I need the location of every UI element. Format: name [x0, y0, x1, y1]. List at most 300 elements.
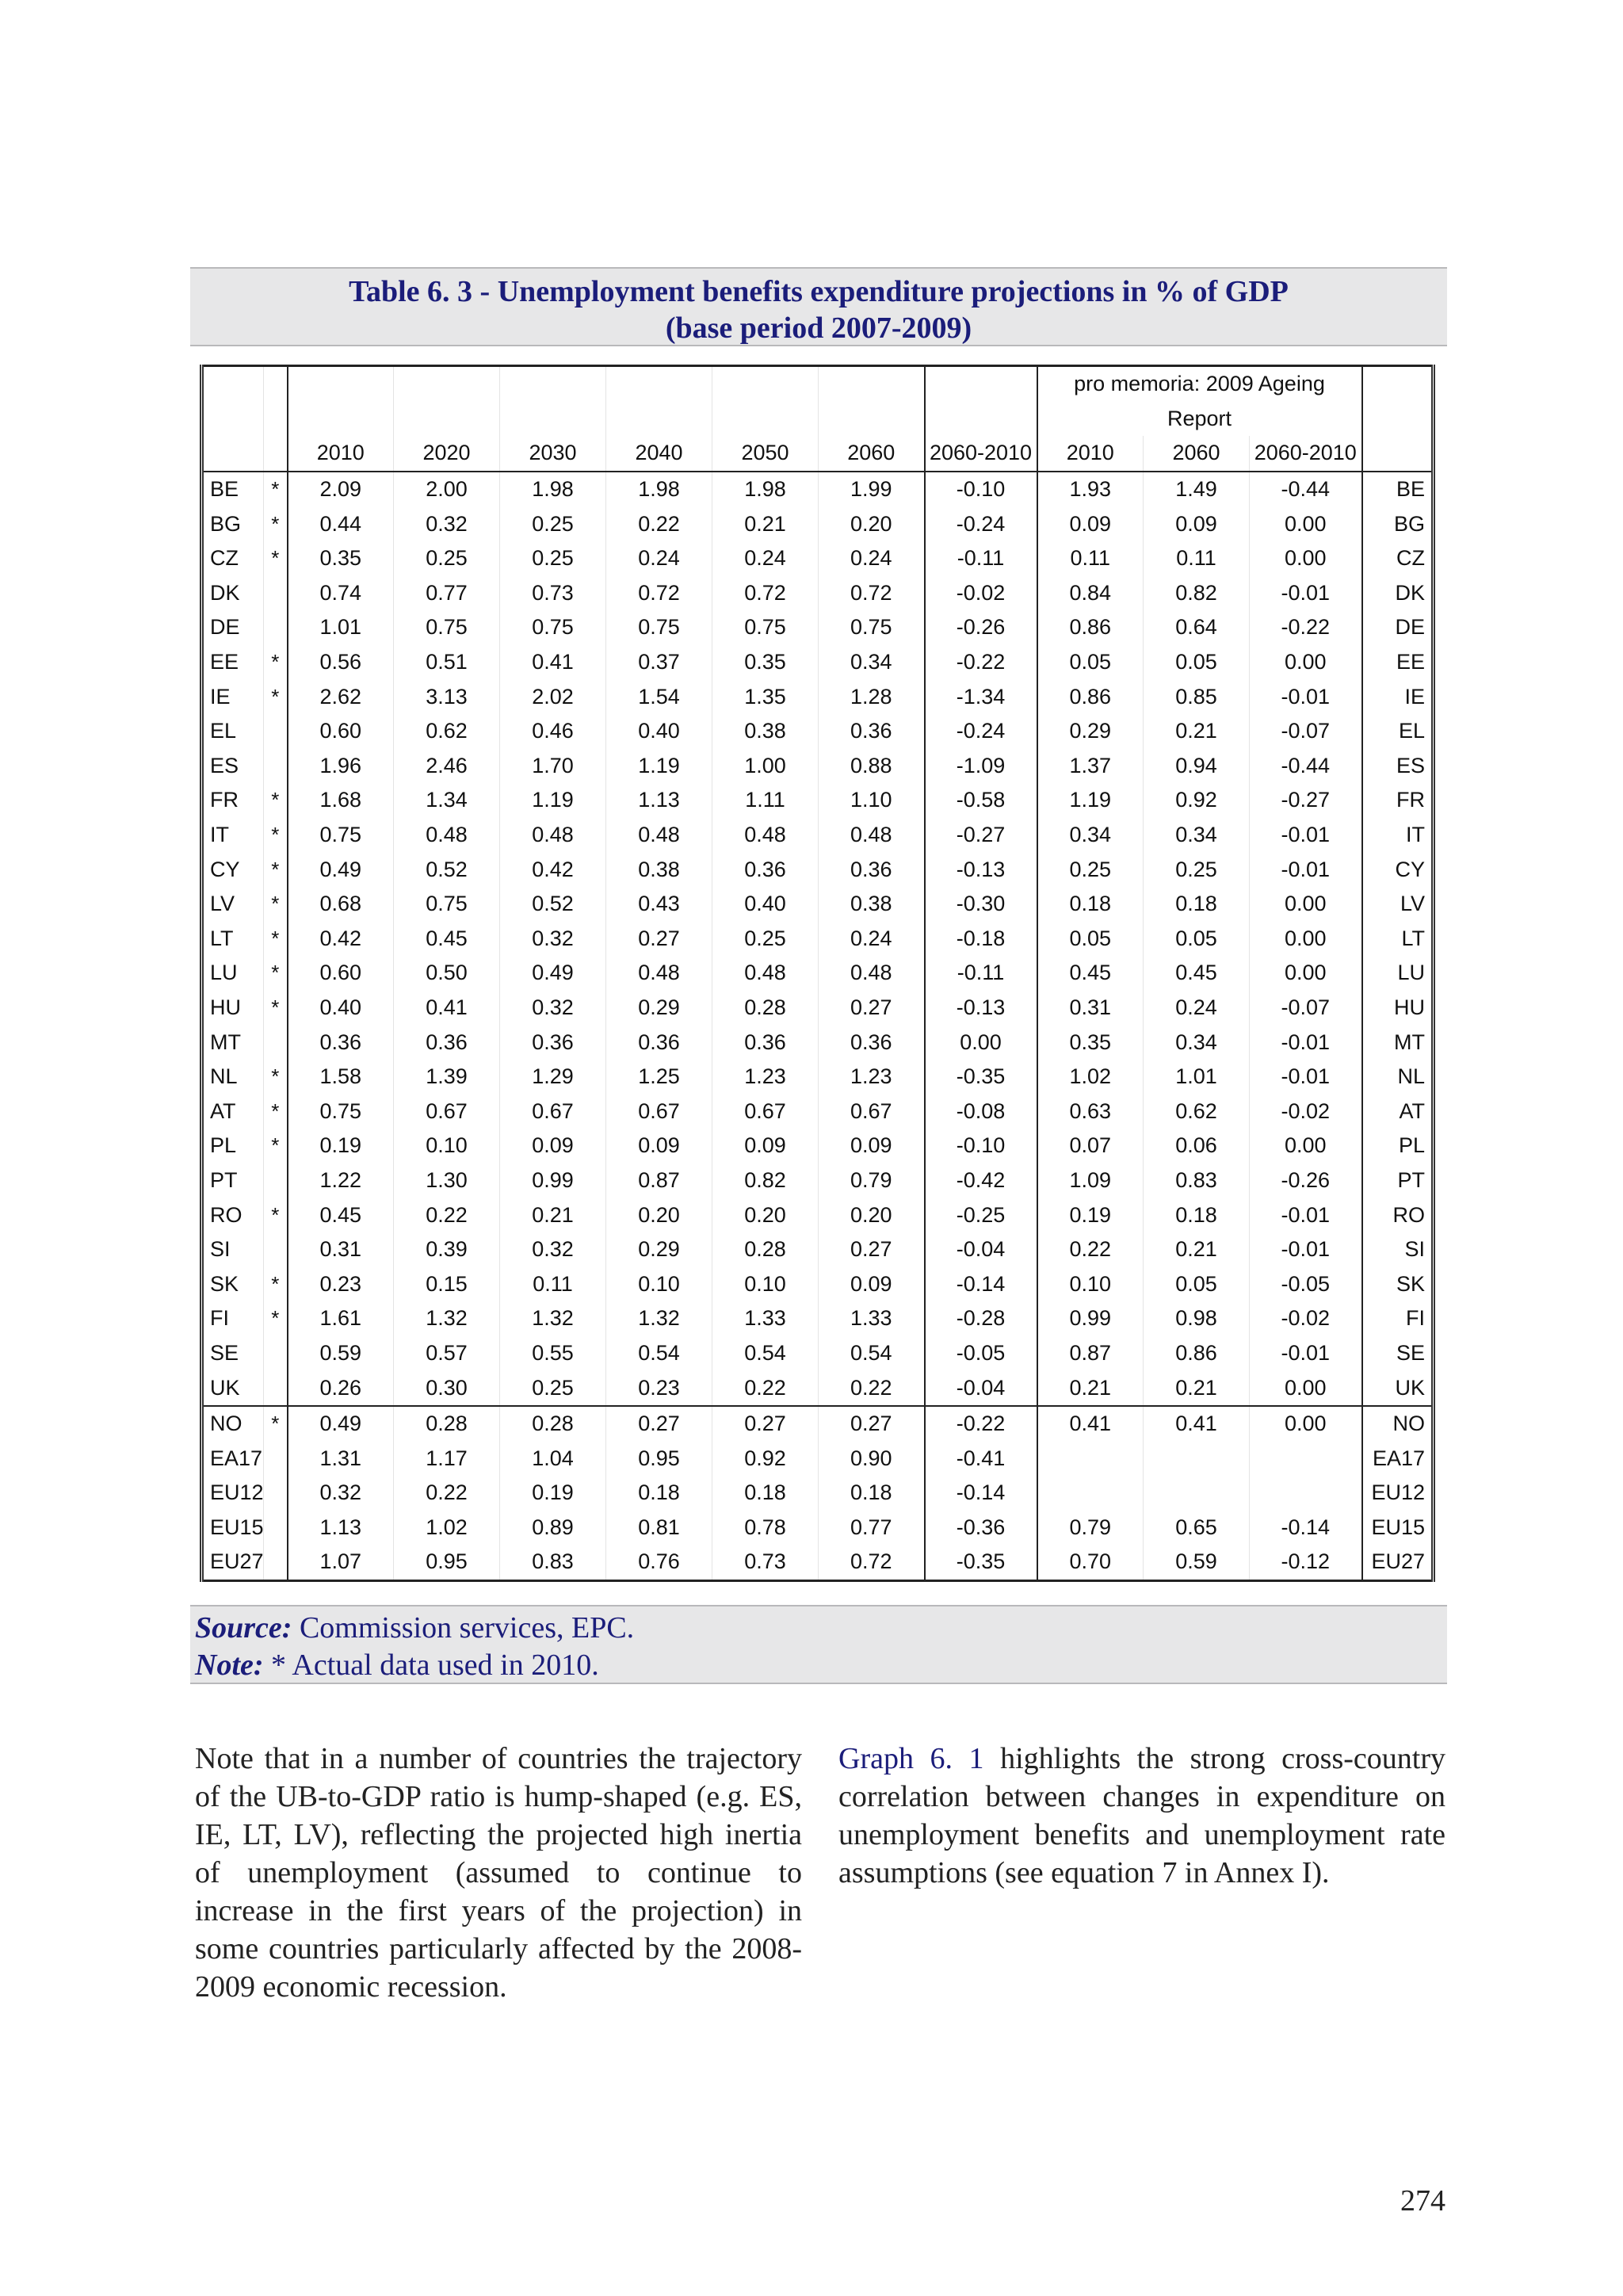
table-cell: 0.35	[712, 645, 819, 680]
table-row	[202, 1025, 1434, 1060]
table-cell: 1.33	[712, 1301, 819, 1336]
table-cell: -0.27	[1250, 783, 1362, 818]
table-row	[202, 610, 1434, 645]
country-code-right: FI	[1362, 1301, 1434, 1336]
table-cell: 1.31	[288, 1441, 394, 1476]
table-cell: 0.75	[394, 887, 500, 922]
actual-data-marker	[264, 749, 288, 784]
table-row	[202, 1476, 1434, 1511]
table-cell: 0.79	[1037, 1511, 1144, 1545]
table-cell: -0.11	[925, 956, 1037, 991]
table-cell: 0.54	[819, 1336, 925, 1371]
country-code-right: LU	[1362, 956, 1434, 991]
table-cell: 3.13	[394, 679, 500, 714]
table-title-line2: (base period 2007-2009)	[665, 311, 972, 345]
table-cell: -0.35	[925, 1060, 1037, 1095]
table-cell: 0.57	[394, 1336, 500, 1371]
table-cell: 0.29	[606, 991, 712, 1026]
table-cell: 0.24	[606, 541, 712, 576]
table-cell: 0.40	[606, 714, 712, 749]
country-code-right: EL	[1362, 714, 1434, 749]
country-code: EE	[202, 645, 264, 680]
table-cell: 0.36	[500, 1025, 606, 1060]
table-cell: 0.63	[1037, 1094, 1144, 1129]
table-cell: -0.07	[1250, 991, 1362, 1026]
table-cell: 0.81	[606, 1511, 712, 1545]
table-cell: 0.21	[712, 506, 819, 541]
table-cell: 0.05	[1144, 1266, 1250, 1301]
country-code-right: RO	[1362, 1198, 1434, 1232]
country-code: CZ	[202, 541, 264, 576]
table-cell: 0.25	[500, 1370, 606, 1406]
table-row	[202, 1336, 1434, 1371]
table-row	[202, 749, 1434, 784]
table-cell: 0.65	[1144, 1511, 1250, 1545]
country-code-right: SK	[1362, 1266, 1434, 1301]
country-code-right: EE	[1362, 645, 1434, 680]
table-cell: 0.67	[819, 1094, 925, 1129]
country-code: ES	[202, 749, 264, 784]
country-code: IT	[202, 818, 264, 853]
table-cell: 0.22	[1037, 1232, 1144, 1267]
table-cell: 1.39	[394, 1060, 500, 1095]
table-cell: 1.29	[500, 1060, 606, 1095]
table-cell: 0.22	[394, 1198, 500, 1232]
table-cell: 0.62	[394, 714, 500, 749]
country-code-right: LV	[1362, 887, 1434, 922]
table-cell: 0.75	[394, 610, 500, 645]
country-code-right: FR	[1362, 783, 1434, 818]
table-cell: 1.98	[712, 472, 819, 507]
table-cell: -0.14	[1250, 1511, 1362, 1545]
table-row	[202, 1406, 1434, 1442]
actual-data-marker	[264, 1476, 288, 1511]
table-cell: 0.21	[1144, 714, 1250, 749]
country-code-right: ES	[1362, 749, 1434, 784]
table-cell: 0.27	[819, 1232, 925, 1267]
table-cell: 0.55	[500, 1336, 606, 1371]
table-cell: 1.22	[288, 1163, 394, 1198]
column-header: 2020	[394, 436, 500, 472]
table-cell: 1.32	[500, 1301, 606, 1336]
table-cell: 0.11	[500, 1266, 606, 1301]
table-cell: 1.23	[819, 1060, 925, 1095]
body-text-left: Note that in a number of countries the trajectory of the UB-to-GDP ratio is hump-shaped (e.g. ES, IE, LT, LV), reflecting the projected high inertia of unemployment (assumed to continue to increase in the first years of the projection) in some countries particularly affected by the 2008-2009 economic recession.	[195, 1742, 802, 2004]
table-cell: 0.24	[1144, 991, 1250, 1026]
column-header: 2040	[606, 436, 712, 472]
table-cell: 0.45	[1144, 956, 1250, 991]
table-cell: -0.13	[925, 852, 1037, 887]
table-cell: -0.01	[1250, 1198, 1362, 1232]
table-cell: 0.40	[712, 887, 819, 922]
actual-data-marker	[264, 1511, 288, 1545]
table-cell: 0.05	[1037, 922, 1144, 957]
country-code: LV	[202, 887, 264, 922]
country-code-right: IE	[1362, 679, 1434, 714]
table-cell: 0.82	[1144, 576, 1250, 611]
table-row	[202, 714, 1434, 749]
country-code: FI	[202, 1301, 264, 1336]
column-header: 2060	[1144, 436, 1250, 472]
table-cell: 0.99	[500, 1163, 606, 1198]
country-code: EU12	[202, 1476, 264, 1511]
header-row-years	[202, 436, 1434, 472]
table-cell: 0.06	[1144, 1129, 1250, 1163]
table-cell: 0.48	[606, 818, 712, 853]
actual-data-marker: *	[264, 679, 288, 714]
table-cell: 1.07	[288, 1545, 394, 1580]
table-cell: -0.01	[1250, 1232, 1362, 1267]
table-cell: 0.34	[819, 645, 925, 680]
country-code: DK	[202, 576, 264, 611]
table-cell: -0.07	[1250, 714, 1362, 749]
graph-reference-link[interactable]: Graph 6. 1	[838, 1742, 984, 1775]
country-code-right: CZ	[1362, 541, 1434, 576]
table-cell: 0.75	[606, 610, 712, 645]
table-cell: 0.92	[1144, 783, 1250, 818]
country-code: MT	[202, 1025, 264, 1060]
actual-data-marker: *	[264, 1301, 288, 1336]
table-cell: -0.01	[1250, 1060, 1362, 1095]
actual-data-marker	[264, 1336, 288, 1371]
table-cell: 0.46	[500, 714, 606, 749]
country-code-right: CY	[1362, 852, 1434, 887]
table-cell: 0.23	[288, 1266, 394, 1301]
actual-data-marker: *	[264, 541, 288, 576]
table-cell: 0.35	[288, 541, 394, 576]
country-code: AT	[202, 1094, 264, 1129]
table-cell: 0.24	[712, 541, 819, 576]
table-cell: 0.60	[288, 956, 394, 991]
table-cell: 0.00	[925, 1025, 1037, 1060]
table-cell: 0.72	[712, 576, 819, 611]
table-cell: 0.36	[712, 1025, 819, 1060]
table-row	[202, 472, 1434, 507]
table-cell: -0.22	[925, 1406, 1037, 1442]
table-cell: 0.59	[1144, 1545, 1250, 1580]
country-code-right: SI	[1362, 1232, 1434, 1267]
table-cell: 0.48	[500, 818, 606, 853]
table-row	[202, 922, 1434, 957]
table-cell: 0.50	[394, 956, 500, 991]
table-cell: 1.68	[288, 783, 394, 818]
country-code: NL	[202, 1060, 264, 1095]
table-cell: 0.00	[1250, 1129, 1362, 1163]
table-cell: 0.89	[500, 1511, 606, 1545]
table-cell: 0.52	[394, 852, 500, 887]
table-title	[190, 267, 1447, 346]
table-cell: 1.98	[606, 472, 712, 507]
table-cell: 0.85	[1144, 679, 1250, 714]
actual-data-marker: *	[264, 1060, 288, 1095]
table-cell: -0.01	[1250, 679, 1362, 714]
table-cell	[1250, 1441, 1362, 1476]
table-cell: 0.95	[394, 1545, 500, 1580]
table-cell: -0.13	[925, 991, 1037, 1026]
country-code: NO	[202, 1406, 264, 1442]
table-cell: 0.18	[819, 1476, 925, 1511]
table-cell: 1.13	[606, 783, 712, 818]
table-cell: 0.38	[606, 852, 712, 887]
table-cell: -0.08	[925, 1094, 1037, 1129]
country-code: LU	[202, 956, 264, 991]
table-row	[202, 679, 1434, 714]
table-cell: 0.00	[1250, 506, 1362, 541]
table-cell: 0.36	[288, 1025, 394, 1060]
table-cell: 0.59	[288, 1336, 394, 1371]
actual-data-marker: *	[264, 922, 288, 957]
table-cell: 2.09	[288, 472, 394, 507]
table-cell: 0.32	[394, 506, 500, 541]
country-code: DE	[202, 610, 264, 645]
table-cell	[1037, 1476, 1144, 1511]
table-cell: 0.82	[712, 1163, 819, 1198]
page-number: 274	[1400, 2184, 1445, 2218]
table-cell: -0.35	[925, 1545, 1037, 1580]
table-cell: 0.83	[500, 1545, 606, 1580]
table-cell: -0.01	[1250, 818, 1362, 853]
table-cell: 0.87	[606, 1163, 712, 1198]
source-label: Source:	[195, 1611, 292, 1645]
table-row	[202, 1129, 1434, 1163]
table-cell: 0.88	[819, 749, 925, 784]
table-cell: 0.26	[288, 1370, 394, 1406]
table-cell: 0.23	[606, 1370, 712, 1406]
country-code-right: MT	[1362, 1025, 1434, 1060]
table-cell: 0.77	[394, 576, 500, 611]
table-cell: 0.20	[606, 1198, 712, 1232]
table-cell: 0.78	[712, 1511, 819, 1545]
table-cell: 0.19	[1037, 1198, 1144, 1232]
table-cell: 0.79	[819, 1163, 925, 1198]
table-cell: 0.24	[819, 541, 925, 576]
table-cell: 1.02	[1037, 1060, 1144, 1095]
table-cell: 0.73	[500, 576, 606, 611]
table-cell: 0.34	[1037, 818, 1144, 853]
table-cell: 0.27	[606, 1406, 712, 1442]
table-cell: 0.67	[394, 1094, 500, 1129]
table-cell: 2.00	[394, 472, 500, 507]
table-cell: 0.18	[606, 1476, 712, 1511]
table-cell: 0.07	[1037, 1129, 1144, 1163]
table-cell: 0.09	[1144, 506, 1250, 541]
country-code: EA17	[202, 1441, 264, 1476]
table-cell: 1.96	[288, 749, 394, 784]
table-cell: 0.11	[1144, 541, 1250, 576]
table-cell: 0.25	[500, 506, 606, 541]
country-code-right: NL	[1362, 1060, 1434, 1095]
actual-data-marker: *	[264, 506, 288, 541]
table-cell: 1.35	[712, 679, 819, 714]
table-cell: 0.00	[1250, 922, 1362, 957]
table-cell: -0.22	[925, 645, 1037, 680]
table-row	[202, 1266, 1434, 1301]
pro-memoria-label-2: Report	[1037, 402, 1362, 437]
table-cell: 0.05	[1144, 922, 1250, 957]
table-cell: 0.75	[712, 610, 819, 645]
table-row	[202, 1545, 1434, 1580]
table-cell: 0.25	[394, 541, 500, 576]
actual-data-marker: *	[264, 1129, 288, 1163]
column-header: 2060-2010	[925, 436, 1037, 472]
table-row	[202, 991, 1434, 1026]
table-cell: -0.10	[925, 472, 1037, 507]
table-cell: 0.60	[288, 714, 394, 749]
table-cell: 0.11	[1037, 541, 1144, 576]
table-cell: 0.43	[606, 887, 712, 922]
table-cell: 0.18	[1144, 1198, 1250, 1232]
table-cell: 0.41	[1037, 1406, 1144, 1442]
actual-data-marker: *	[264, 645, 288, 680]
note-text: * Actual data used in 2010.	[263, 1648, 599, 1682]
table-cell: 1.99	[819, 472, 925, 507]
table-cell: 0.10	[712, 1266, 819, 1301]
country-code-right: EU27	[1362, 1545, 1434, 1580]
table-row	[202, 1163, 1434, 1198]
table-row	[202, 1511, 1434, 1545]
table-cell: 1.98	[500, 472, 606, 507]
table-cell: 0.21	[1144, 1370, 1250, 1406]
table-cell: -0.28	[925, 1301, 1037, 1336]
actual-data-marker: *	[264, 1198, 288, 1232]
table-cell: -0.25	[925, 1198, 1037, 1232]
table-cell: 0.67	[500, 1094, 606, 1129]
country-code: SK	[202, 1266, 264, 1301]
table-cell: 1.54	[606, 679, 712, 714]
table-cell: 2.46	[394, 749, 500, 784]
table-cell: -0.44	[1250, 472, 1362, 507]
table-cell: 0.34	[1144, 1025, 1250, 1060]
country-code: UK	[202, 1370, 264, 1406]
table-cell: -0.10	[925, 1129, 1037, 1163]
country-code-right: SE	[1362, 1336, 1434, 1371]
table-cell: 0.22	[394, 1476, 500, 1511]
table-cell: 0.84	[1037, 576, 1144, 611]
table-cell: 0.49	[500, 956, 606, 991]
table-cell: 0.34	[1144, 818, 1250, 853]
table-cell: -1.34	[925, 679, 1037, 714]
country-code: EU27	[202, 1545, 264, 1580]
table-cell: 1.70	[500, 749, 606, 784]
table-title-line1: Table 6. 3 - Unemployment benefits expenditure projections in % of GDP	[349, 275, 1289, 308]
table-cell: 0.15	[394, 1266, 500, 1301]
table-cell: 0.86	[1037, 610, 1144, 645]
table-cell: 0.48	[394, 818, 500, 853]
table-row	[202, 1370, 1434, 1406]
table-cell: 0.25	[1037, 852, 1144, 887]
table-cell: 1.37	[1037, 749, 1144, 784]
table-cell: 0.00	[1250, 645, 1362, 680]
table-cell: 0.24	[819, 922, 925, 957]
table-cell: 0.48	[819, 818, 925, 853]
projection-table	[200, 365, 1435, 1582]
table-cell: 0.05	[1037, 645, 1144, 680]
table-cell: 0.25	[500, 541, 606, 576]
table-cell: 0.30	[394, 1370, 500, 1406]
table-cell: 0.75	[288, 1094, 394, 1129]
table-cell: 0.56	[288, 645, 394, 680]
table-row	[202, 852, 1434, 887]
table-cell: 0.75	[288, 818, 394, 853]
table-row	[202, 576, 1434, 611]
country-code-right: BG	[1362, 506, 1434, 541]
table-cell: 0.10	[1037, 1266, 1144, 1301]
table-cell: -1.09	[925, 749, 1037, 784]
column-header: 2030	[500, 436, 606, 472]
actual-data-marker	[264, 1545, 288, 1580]
actual-data-marker: *	[264, 887, 288, 922]
table-cell: 0.70	[1037, 1545, 1144, 1580]
actual-data-marker	[264, 610, 288, 645]
table-cell: 0.51	[394, 645, 500, 680]
table-cell: 0.29	[606, 1232, 712, 1267]
table-cell: 0.27	[819, 1406, 925, 1442]
table-cell: -0.01	[1250, 1336, 1362, 1371]
table-row	[202, 1198, 1434, 1232]
actual-data-marker	[264, 1370, 288, 1406]
table-cell	[1144, 1441, 1250, 1476]
country-code-right: BE	[1362, 472, 1434, 507]
table-cell: -0.26	[1250, 1163, 1362, 1198]
actual-data-marker: *	[264, 852, 288, 887]
actual-data-marker	[264, 576, 288, 611]
table-cell: 0.38	[819, 887, 925, 922]
country-code-right: UK	[1362, 1370, 1434, 1406]
country-code-right: DE	[1362, 610, 1434, 645]
table-cell: 0.98	[1144, 1301, 1250, 1336]
table-cell: 0.86	[1144, 1336, 1250, 1371]
table-cell: 2.02	[500, 679, 606, 714]
table-cell: 0.00	[1250, 1406, 1362, 1442]
table-cell: -0.01	[1250, 852, 1362, 887]
table-cell: 0.09	[712, 1129, 819, 1163]
table-cell: 0.00	[1250, 956, 1362, 991]
table-row	[202, 1232, 1434, 1267]
table-cell: -0.05	[1250, 1266, 1362, 1301]
table-cell: 1.58	[288, 1060, 394, 1095]
table-cell: 0.48	[712, 956, 819, 991]
country-code: PT	[202, 1163, 264, 1198]
actual-data-marker: *	[264, 472, 288, 507]
table-cell: 0.09	[819, 1129, 925, 1163]
table-cell: 0.21	[500, 1198, 606, 1232]
table-cell: -0.42	[925, 1163, 1037, 1198]
column-header: 2060	[819, 436, 925, 472]
table-row	[202, 541, 1434, 576]
country-code-right: DK	[1362, 576, 1434, 611]
table-cell: 0.45	[1037, 956, 1144, 991]
table-cell: 0.48	[819, 956, 925, 991]
table-cell: 1.28	[819, 679, 925, 714]
table-cell: 0.36	[394, 1025, 500, 1060]
table-cell: 0.54	[712, 1336, 819, 1371]
country-code: PL	[202, 1129, 264, 1163]
table-cell: 1.34	[394, 783, 500, 818]
table-cell: 0.39	[394, 1232, 500, 1267]
table-cell: 0.18	[1037, 887, 1144, 922]
country-code-right: EU15	[1362, 1511, 1434, 1545]
table-cell: 1.13	[288, 1511, 394, 1545]
table-cell: 0.74	[288, 576, 394, 611]
column-header: 2050	[712, 436, 819, 472]
table-cell: 1.61	[288, 1301, 394, 1336]
table-row	[202, 506, 1434, 541]
table-cell: 0.40	[288, 991, 394, 1026]
table-cell: 0.00	[1250, 887, 1362, 922]
table-cell: -0.27	[925, 818, 1037, 853]
table-cell: -0.36	[925, 1511, 1037, 1545]
table-cell: 1.33	[819, 1301, 925, 1336]
